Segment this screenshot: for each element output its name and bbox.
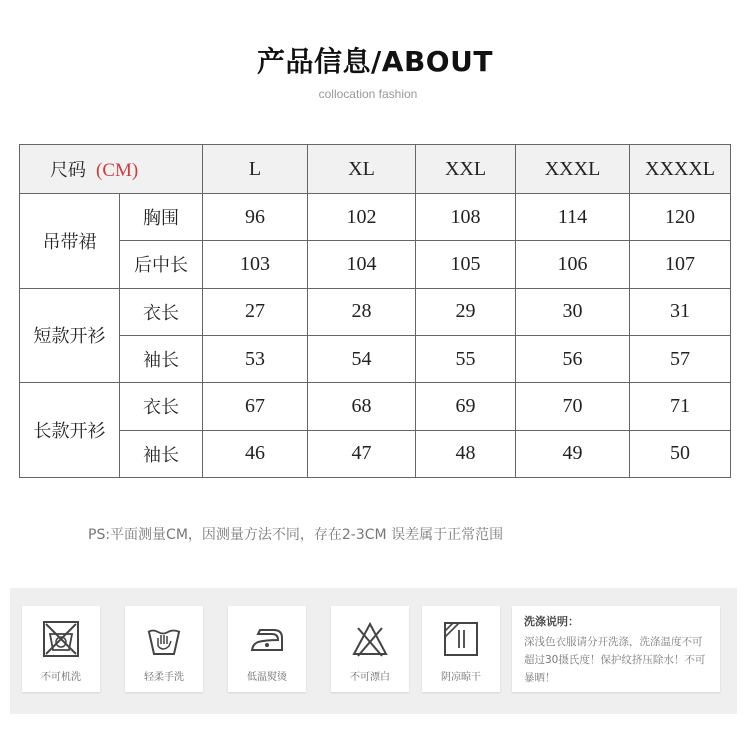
care-item-no-machine-wash <box>22 606 100 692</box>
value-cell: 27 <box>203 288 308 335</box>
care-instructions-panel <box>10 588 737 714</box>
value-cell: 49 <box>516 430 630 477</box>
value-cell: 67 <box>203 383 308 430</box>
value-cell: 105 <box>416 241 516 288</box>
value-cell: 120 <box>630 194 731 241</box>
care-item-shade-dry <box>422 606 500 692</box>
size-header-corner <box>20 145 203 194</box>
shade-dry-icon <box>442 620 480 658</box>
size-header-cell: XXXL <box>516 145 630 194</box>
value-cell: 106 <box>516 241 630 288</box>
care-item-no-bleach <box>331 606 409 692</box>
size-header-cell: XXL <box>416 145 516 194</box>
care-text-title: 洗涤说明： <box>524 615 579 628</box>
size-header-cell: XL <box>308 145 416 194</box>
category-cell: 吊带裙 <box>20 194 120 289</box>
care-text-card <box>512 606 720 692</box>
category-cell: 长款开衫 <box>20 383 120 478</box>
size-header-row <box>20 145 731 194</box>
value-cell: 71 <box>630 383 731 430</box>
value-cell: 114 <box>516 194 630 241</box>
care-label: 不可机洗 <box>41 672 81 683</box>
size-chart-table <box>19 144 731 478</box>
size-header-unit: (CM) <box>96 160 139 181</box>
table-row <box>20 430 731 477</box>
care-label: 不可漂白 <box>350 672 390 683</box>
low-iron-icon <box>248 620 286 658</box>
value-cell: 55 <box>416 335 516 382</box>
care-label: 低温熨烫 <box>247 672 287 683</box>
value-cell: 102 <box>308 194 416 241</box>
measure-cell: 后中长 <box>120 241 203 288</box>
value-cell: 70 <box>516 383 630 430</box>
value-cell: 46 <box>203 430 308 477</box>
value-cell: 48 <box>416 430 516 477</box>
measure-cell: 衣长 <box>120 383 203 430</box>
care-item-hand-wash <box>125 606 203 692</box>
no-machine-wash-icon <box>42 620 80 658</box>
table-row <box>20 288 731 335</box>
table-row <box>20 335 731 382</box>
value-cell: 104 <box>308 241 416 288</box>
care-label: 轻柔手洗 <box>144 672 184 683</box>
value-cell: 47 <box>308 430 416 477</box>
page-title: 产品信息/ABOUT <box>257 45 493 78</box>
value-cell: 28 <box>308 288 416 335</box>
table-row <box>20 241 731 288</box>
value-cell: 30 <box>516 288 630 335</box>
table-row <box>20 383 731 430</box>
value-cell: 56 <box>516 335 630 382</box>
value-cell: 103 <box>203 241 308 288</box>
care-label: 阴凉晾干 <box>441 672 481 683</box>
value-cell: 53 <box>203 335 308 382</box>
value-cell: 69 <box>416 383 516 430</box>
care-text-body: 深浅色衣服请分开洗涤，洗涤温度不可超过30摄氏度！保护纹挤压除水！不可暴晒！ <box>524 636 706 684</box>
size-header-cell: L <box>203 145 308 194</box>
care-item-low-iron <box>228 606 306 692</box>
measure-cell: 衣长 <box>120 288 203 335</box>
category-cell: 短款开衫 <box>20 288 120 383</box>
size-header-label: 尺码 <box>50 160 86 181</box>
page-subtitle: collocation fashion <box>318 87 418 101</box>
hand-wash-icon <box>145 620 183 658</box>
value-cell: 68 <box>308 383 416 430</box>
measure-cell: 胸围 <box>120 194 203 241</box>
table-row <box>20 194 731 241</box>
measurement-note: PS:平面测量CM，因测量方法不同，存在2-3CM 误差属于正常范围 <box>88 527 504 543</box>
no-bleach-icon <box>351 620 389 658</box>
value-cell: 50 <box>630 430 731 477</box>
size-header-cell: XXXXL <box>630 145 731 194</box>
value-cell: 108 <box>416 194 516 241</box>
measure-cell: 袖长 <box>120 430 203 477</box>
value-cell: 29 <box>416 288 516 335</box>
value-cell: 96 <box>203 194 308 241</box>
value-cell: 107 <box>630 241 731 288</box>
value-cell: 31 <box>630 288 731 335</box>
value-cell: 54 <box>308 335 416 382</box>
value-cell: 57 <box>630 335 731 382</box>
measure-cell: 袖长 <box>120 335 203 382</box>
